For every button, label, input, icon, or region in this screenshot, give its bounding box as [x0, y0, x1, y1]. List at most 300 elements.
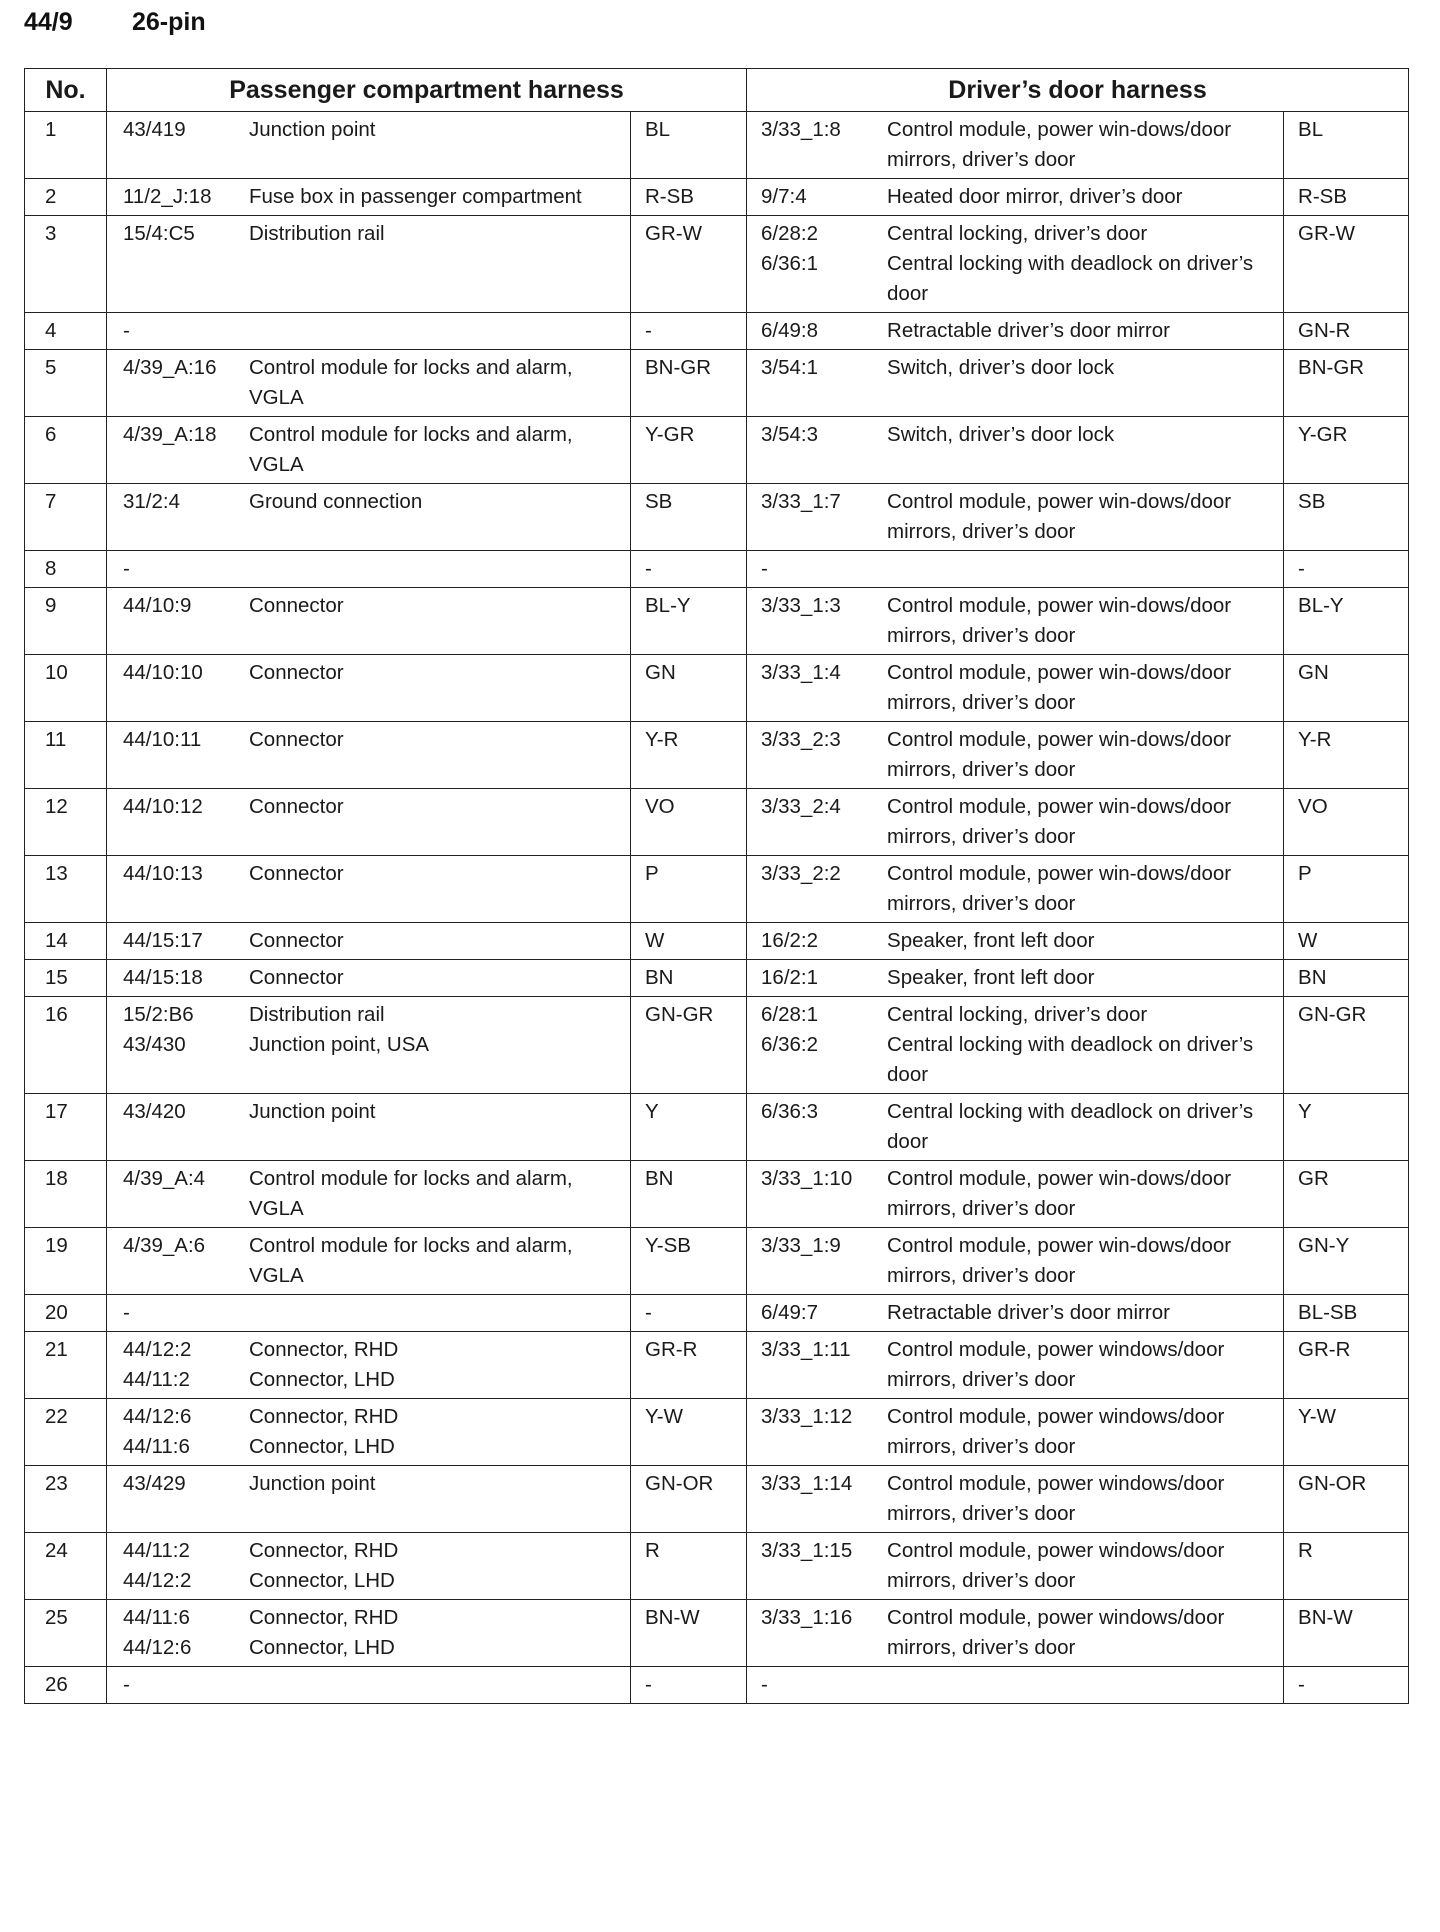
passenger-connections [107, 1161, 631, 1228]
pin-number: 16 [25, 997, 107, 1094]
passenger-description [249, 554, 630, 584]
passenger-ref-code: 44/15:17 [123, 929, 203, 952]
table-row [25, 179, 1409, 216]
pin-number: 18 [25, 1161, 107, 1228]
driver-wire-color: BN [1284, 960, 1409, 997]
driver-wire-color: P [1284, 856, 1409, 923]
driver-ref-code: 3/33_2:2 [761, 862, 841, 885]
passenger-ref-code: 4/39_A:6 [123, 1234, 206, 1257]
passenger-ref-code: - [123, 1301, 130, 1324]
passenger-ref-code: 44/10:11 [123, 728, 202, 751]
passenger-connection [107, 316, 630, 346]
driver-ref-code: 3/33_2:3 [761, 728, 841, 751]
driver-wire-color: Y-R [1284, 722, 1409, 789]
driver-wire-color: W [1284, 923, 1409, 960]
driver-ref-code: 3/54:1 [761, 356, 819, 379]
driver-connections [747, 1399, 1284, 1466]
driver-description: Speaker, front left door [887, 966, 1095, 989]
passenger-wire-color: BL-Y [631, 588, 747, 655]
passenger-connections [107, 655, 631, 722]
driver-connections [747, 588, 1284, 655]
pin-number: 15 [25, 960, 107, 997]
table-row [25, 417, 1409, 484]
driver-description: Control module, power win-dows/door mirrors, driver’s door [887, 862, 1232, 915]
passenger-wire-color: - [631, 1295, 747, 1332]
table-row [25, 350, 1409, 417]
driver-ref-code: 3/33_2:4 [761, 795, 841, 818]
passenger-wire-color: GR-W [631, 216, 747, 313]
passenger-ref-code: - [123, 1673, 130, 1696]
passenger-description [249, 1670, 630, 1700]
passenger-ref-code: 44/12:2 [123, 1338, 192, 1361]
passenger-ref-code: 44/10:13 [123, 862, 203, 885]
passenger-wire-color: VO [631, 789, 747, 856]
table-row [25, 313, 1409, 350]
passenger-connections [107, 1332, 631, 1399]
driver-wire-color: GR-W [1284, 216, 1409, 313]
column-header-no: No. [25, 69, 107, 112]
driver-connection [747, 658, 1283, 718]
driver-connection [747, 1030, 1283, 1090]
passenger-ref-code: 44/11:2 [123, 1539, 190, 1562]
driver-description: Central locking, driver’s door [887, 222, 1148, 245]
passenger-description: Junction point [249, 1472, 376, 1495]
passenger-ref-code: 44/10:9 [123, 594, 192, 617]
passenger-ref-code: 11/2_J:18 [123, 185, 212, 208]
table-row [25, 960, 1409, 997]
driver-ref-code: - [761, 557, 768, 580]
passenger-wire-color: R [631, 1533, 747, 1600]
passenger-ref-code: 31/2:4 [123, 490, 180, 513]
pin-number: 19 [25, 1228, 107, 1295]
passenger-connection [107, 1432, 630, 1462]
passenger-connection [107, 1402, 630, 1432]
pin-number: 4 [25, 313, 107, 350]
page-title [24, 8, 206, 37]
pin-number: 3 [25, 216, 107, 313]
pin-number: 22 [25, 1399, 107, 1466]
driver-description: Control module, power win-dows/door mirrors, driver’s door [887, 118, 1232, 171]
table-row [25, 1600, 1409, 1667]
passenger-wire-color: SB [631, 484, 747, 551]
passenger-wire-color: BN-GR [631, 350, 747, 417]
passenger-ref-code: 44/12:6 [123, 1636, 192, 1659]
driver-ref-code: 3/33_1:9 [761, 1234, 841, 1257]
driver-connections [747, 1600, 1284, 1667]
passenger-description: Connector [249, 862, 344, 885]
driver-wire-color: - [1284, 1667, 1409, 1704]
passenger-connections [107, 1667, 631, 1704]
driver-description: Switch, driver’s door lock [887, 356, 1115, 379]
pin-number: 24 [25, 1533, 107, 1600]
driver-wire-color: GN-OR [1284, 1466, 1409, 1533]
passenger-connection [107, 658, 630, 688]
driver-description: Control module, power windows/door mirrors, driver’s door [887, 1539, 1225, 1592]
column-header-driver: Driver’s door harness [747, 69, 1409, 112]
table-row [25, 997, 1409, 1094]
passenger-description: Connector, RHD [249, 1606, 399, 1629]
passenger-description: Fuse box in passenger compartment [249, 185, 582, 208]
pin-number: 8 [25, 551, 107, 588]
passenger-ref-code: 44/11:2 [123, 1368, 190, 1391]
driver-ref-code: - [761, 1673, 768, 1696]
pin-number: 7 [25, 484, 107, 551]
pin-number: 5 [25, 350, 107, 417]
passenger-description: Distribution rail [249, 1003, 385, 1026]
driver-description: Control module, power win-dows/door mirrors, driver’s door [887, 490, 1232, 543]
passenger-description: Ground connection [249, 490, 423, 513]
pin-number: 26 [25, 1667, 107, 1704]
table-row [25, 1332, 1409, 1399]
passenger-connection [107, 115, 630, 145]
passenger-description: Control module for locks and alarm, VGLA [249, 356, 573, 409]
driver-connection [747, 1469, 1283, 1529]
passenger-connections [107, 484, 631, 551]
driver-ref-code: 3/33_1:16 [761, 1606, 853, 1629]
passenger-description: Connector, RHD [249, 1539, 399, 1562]
passenger-connections [107, 551, 631, 588]
driver-ref-code: 6/36:1 [761, 252, 819, 275]
passenger-wire-color: Y [631, 1094, 747, 1161]
driver-ref-code: 3/33_1:4 [761, 661, 841, 684]
passenger-connection [107, 1566, 630, 1596]
driver-connections [747, 1332, 1284, 1399]
driver-connection [747, 926, 1283, 956]
passenger-connections [107, 960, 631, 997]
driver-connections [747, 484, 1284, 551]
driver-ref-code: 6/28:1 [761, 1003, 819, 1026]
passenger-ref-code: 15/2:B6 [123, 1003, 194, 1026]
passenger-description: Connector, RHD [249, 1405, 399, 1428]
passenger-ref-code: 43/419 [123, 118, 186, 141]
passenger-connection [107, 1469, 630, 1499]
passenger-connection [107, 591, 630, 621]
driver-ref-code: 3/33_1:14 [761, 1472, 853, 1495]
table-row [25, 1399, 1409, 1466]
passenger-ref-code: 4/39_A:18 [123, 423, 217, 446]
driver-description: Central locking with deadlock on driver’s door [887, 1100, 1254, 1153]
passenger-wire-color: P [631, 856, 747, 923]
passenger-connection [107, 963, 630, 993]
passenger-description: Connector [249, 966, 344, 989]
driver-connection [747, 487, 1283, 547]
driver-connections [747, 417, 1284, 484]
driver-connection [747, 353, 1283, 383]
passenger-ref-code: 43/429 [123, 1472, 186, 1495]
passenger-wire-color: R-SB [631, 179, 747, 216]
passenger-description: Connector [249, 594, 344, 617]
passenger-description: Connector, LHD [249, 1636, 395, 1659]
pin-count: 26-pin [132, 8, 206, 36]
table-row [25, 588, 1409, 655]
driver-ref-code: 6/28:2 [761, 222, 819, 245]
passenger-wire-color: - [631, 313, 747, 350]
driver-ref-code: 3/33_1:10 [761, 1167, 853, 1190]
passenger-connections [107, 112, 631, 179]
driver-description: Speaker, front left door [887, 929, 1095, 952]
driver-description: Control module, power win-dows/door mirrors, driver’s door [887, 795, 1232, 848]
passenger-connection [107, 219, 630, 249]
driver-wire-color: BN-GR [1284, 350, 1409, 417]
passenger-wire-color: W [631, 923, 747, 960]
driver-connection [747, 554, 1283, 584]
passenger-connection [107, 182, 630, 212]
driver-wire-color: GN-R [1284, 313, 1409, 350]
driver-connections [747, 722, 1284, 789]
pin-number: 20 [25, 1295, 107, 1332]
driver-wire-color: BL-Y [1284, 588, 1409, 655]
passenger-ref-code: 43/430 [123, 1033, 186, 1056]
driver-ref-code: 6/36:3 [761, 1100, 819, 1123]
driver-connection [747, 316, 1283, 346]
driver-description: Central locking with deadlock on driver’s door [887, 1033, 1254, 1086]
driver-description: Control module, power win-dows/door mirrors, driver’s door [887, 728, 1232, 781]
pin-number: 23 [25, 1466, 107, 1533]
driver-connection [747, 1298, 1283, 1328]
driver-ref-code: 3/33_1:3 [761, 594, 841, 617]
passenger-connection [107, 1603, 630, 1633]
passenger-connection [107, 487, 630, 517]
driver-connection [747, 219, 1283, 249]
passenger-connections [107, 997, 631, 1094]
passenger-description: Connector [249, 795, 344, 818]
passenger-connection [107, 1097, 630, 1127]
passenger-ref-code: 15/4:C5 [123, 222, 195, 245]
driver-connections [747, 1533, 1284, 1600]
passenger-connections [107, 216, 631, 313]
driver-connection [747, 1097, 1283, 1157]
driver-ref-code: 3/33_1:15 [761, 1539, 853, 1562]
driver-description: Heated door mirror, driver’s door [887, 185, 1183, 208]
passenger-connections [107, 856, 631, 923]
passenger-wire-color: Y-R [631, 722, 747, 789]
driver-connection [747, 1335, 1283, 1395]
passenger-connections [107, 313, 631, 350]
driver-description: Control module, power windows/door mirrors, driver’s door [887, 1606, 1225, 1659]
passenger-description: Connector [249, 929, 344, 952]
driver-connection [747, 182, 1283, 212]
passenger-ref-code: 44/10:10 [123, 661, 203, 684]
driver-wire-color: Y [1284, 1094, 1409, 1161]
table-row [25, 923, 1409, 960]
passenger-description: Junction point [249, 118, 376, 141]
passenger-wire-color: Y-SB [631, 1228, 747, 1295]
driver-description: Control module, power windows/door mirrors, driver’s door [887, 1472, 1225, 1525]
passenger-description: Junction point, USA [249, 1033, 430, 1056]
table-row [25, 216, 1409, 313]
pin-number: 6 [25, 417, 107, 484]
passenger-connection [107, 353, 630, 413]
passenger-wire-color: BN [631, 960, 747, 997]
table-row [25, 789, 1409, 856]
pin-number: 14 [25, 923, 107, 960]
passenger-connection [107, 1670, 630, 1700]
driver-connections [747, 655, 1284, 722]
table-row [25, 1228, 1409, 1295]
driver-wire-color: GR [1284, 1161, 1409, 1228]
passenger-connection [107, 1536, 630, 1566]
passenger-connections [107, 1399, 631, 1466]
driver-connection [747, 1164, 1283, 1224]
passenger-connection [107, 1298, 630, 1328]
driver-wire-color: Y-W [1284, 1399, 1409, 1466]
passenger-ref-code: 43/420 [123, 1100, 186, 1123]
passenger-description: Connector, LHD [249, 1569, 395, 1592]
passenger-wire-color: Y-W [631, 1399, 747, 1466]
pin-number: 21 [25, 1332, 107, 1399]
driver-connections [747, 1466, 1284, 1533]
driver-description: Central locking, driver’s door [887, 1003, 1148, 1026]
driver-ref-code: 3/54:3 [761, 423, 819, 446]
driver-description: Control module, power win-dows/door mirrors, driver’s door [887, 661, 1232, 714]
passenger-wire-color: - [631, 551, 747, 588]
passenger-wire-color: - [631, 1667, 747, 1704]
driver-description: Control module, power win-dows/door mirrors, driver’s door [887, 1167, 1232, 1220]
driver-description: Control module, power windows/door mirrors, driver’s door [887, 1405, 1225, 1458]
driver-connection [747, 792, 1283, 852]
passenger-ref-code: 44/10:12 [123, 795, 203, 818]
driver-connections [747, 923, 1284, 960]
driver-connections [747, 1161, 1284, 1228]
passenger-wire-color: BN-W [631, 1600, 747, 1667]
passenger-wire-color: GN [631, 655, 747, 722]
column-header-passenger: Passenger compartment harness [107, 69, 747, 112]
passenger-connections [107, 417, 631, 484]
driver-connection [747, 420, 1283, 450]
passenger-wire-color: GN-OR [631, 1466, 747, 1533]
driver-connections [747, 112, 1284, 179]
driver-connection [747, 591, 1283, 651]
passenger-connection [107, 420, 630, 480]
driver-wire-color: BL-SB [1284, 1295, 1409, 1332]
passenger-connection [107, 1633, 630, 1663]
passenger-connection [107, 1335, 630, 1365]
passenger-ref-code: 4/39_A:4 [123, 1167, 206, 1190]
passenger-connections [107, 1466, 631, 1533]
passenger-ref-code: 44/12:6 [123, 1405, 192, 1428]
driver-ref-code: 16/2:2 [761, 929, 819, 952]
driver-wire-color: R [1284, 1533, 1409, 1600]
driver-ref-code: 16/2:1 [761, 966, 819, 989]
table-row [25, 1094, 1409, 1161]
passenger-connections [107, 350, 631, 417]
driver-connections [747, 1094, 1284, 1161]
driver-connection [747, 725, 1283, 785]
table-row [25, 1161, 1409, 1228]
passenger-connection [107, 926, 630, 956]
driver-connection [747, 1536, 1283, 1596]
driver-description: Switch, driver’s door lock [887, 423, 1115, 446]
driver-connection [747, 115, 1283, 175]
passenger-wire-color: GR-R [631, 1332, 747, 1399]
driver-connections [747, 1295, 1284, 1332]
table-row [25, 1295, 1409, 1332]
passenger-description: Connector, RHD [249, 1338, 399, 1361]
pin-number: 25 [25, 1600, 107, 1667]
driver-description: Control module, power win-dows/door mirrors, driver’s door [887, 594, 1232, 647]
driver-wire-color: BL [1284, 112, 1409, 179]
passenger-connection [107, 725, 630, 755]
passenger-connection [107, 1365, 630, 1395]
passenger-connection [107, 1000, 630, 1030]
driver-ref-code: 6/49:7 [761, 1301, 819, 1324]
passenger-description: Connector, LHD [249, 1368, 395, 1391]
passenger-connection [107, 1030, 630, 1060]
driver-connections [747, 997, 1284, 1094]
pin-number: 11 [25, 722, 107, 789]
passenger-description: Control module for locks and alarm, VGLA [249, 423, 573, 476]
driver-ref-code: 3/33_1:11 [761, 1338, 851, 1361]
passenger-description: Control module for locks and alarm, VGLA [249, 1234, 573, 1287]
header-row [25, 69, 1409, 112]
connector-code: 44/9 [24, 8, 73, 36]
passenger-description [249, 1298, 630, 1328]
passenger-description: Connector, LHD [249, 1435, 395, 1458]
passenger-ref-code: 44/11:6 [123, 1606, 190, 1629]
passenger-connections [107, 923, 631, 960]
table-row [25, 1533, 1409, 1600]
pin-number: 10 [25, 655, 107, 722]
passenger-connections [107, 789, 631, 856]
driver-description: Retractable driver’s door mirror [887, 319, 1170, 342]
passenger-connections [107, 179, 631, 216]
driver-connections [747, 216, 1284, 313]
passenger-connections [107, 1094, 631, 1161]
pin-number: 12 [25, 789, 107, 856]
passenger-connections [107, 588, 631, 655]
passenger-wire-color: BL [631, 112, 747, 179]
driver-ref-code: 9/7:4 [761, 185, 807, 208]
driver-connection [747, 1231, 1283, 1291]
passenger-ref-code: - [123, 319, 130, 342]
passenger-connections [107, 722, 631, 789]
driver-description [887, 1670, 1283, 1700]
driver-wire-color: Y-GR [1284, 417, 1409, 484]
pin-number: 2 [25, 179, 107, 216]
table-row [25, 551, 1409, 588]
driver-connections [747, 960, 1284, 997]
driver-wire-color: GR-R [1284, 1332, 1409, 1399]
driver-connection [747, 1000, 1283, 1030]
passenger-connection [107, 1231, 630, 1291]
driver-connection [747, 1670, 1283, 1700]
passenger-ref-code: 4/39_A:16 [123, 356, 217, 379]
passenger-connection [107, 1164, 630, 1224]
driver-wire-color: GN [1284, 655, 1409, 722]
driver-connections [747, 551, 1284, 588]
table-row [25, 856, 1409, 923]
driver-connection [747, 1402, 1283, 1462]
passenger-description: Junction point [249, 1100, 376, 1123]
driver-wire-color: GN-GR [1284, 997, 1409, 1094]
driver-connection [747, 963, 1283, 993]
driver-connections [747, 1228, 1284, 1295]
driver-description: Central locking with deadlock on driver’s door [887, 252, 1254, 305]
passenger-description [249, 316, 630, 346]
driver-ref-code: 6/49:8 [761, 319, 819, 342]
passenger-connections [107, 1600, 631, 1667]
pin-table [24, 68, 1409, 1704]
passenger-description: Connector [249, 728, 344, 751]
passenger-connection [107, 859, 630, 889]
table-row [25, 484, 1409, 551]
passenger-connections [107, 1295, 631, 1332]
passenger-ref-code: 44/12:2 [123, 1569, 192, 1592]
pin-number: 9 [25, 588, 107, 655]
driver-connection [747, 859, 1283, 919]
driver-wire-color: GN-Y [1284, 1228, 1409, 1295]
driver-connection [747, 249, 1283, 309]
